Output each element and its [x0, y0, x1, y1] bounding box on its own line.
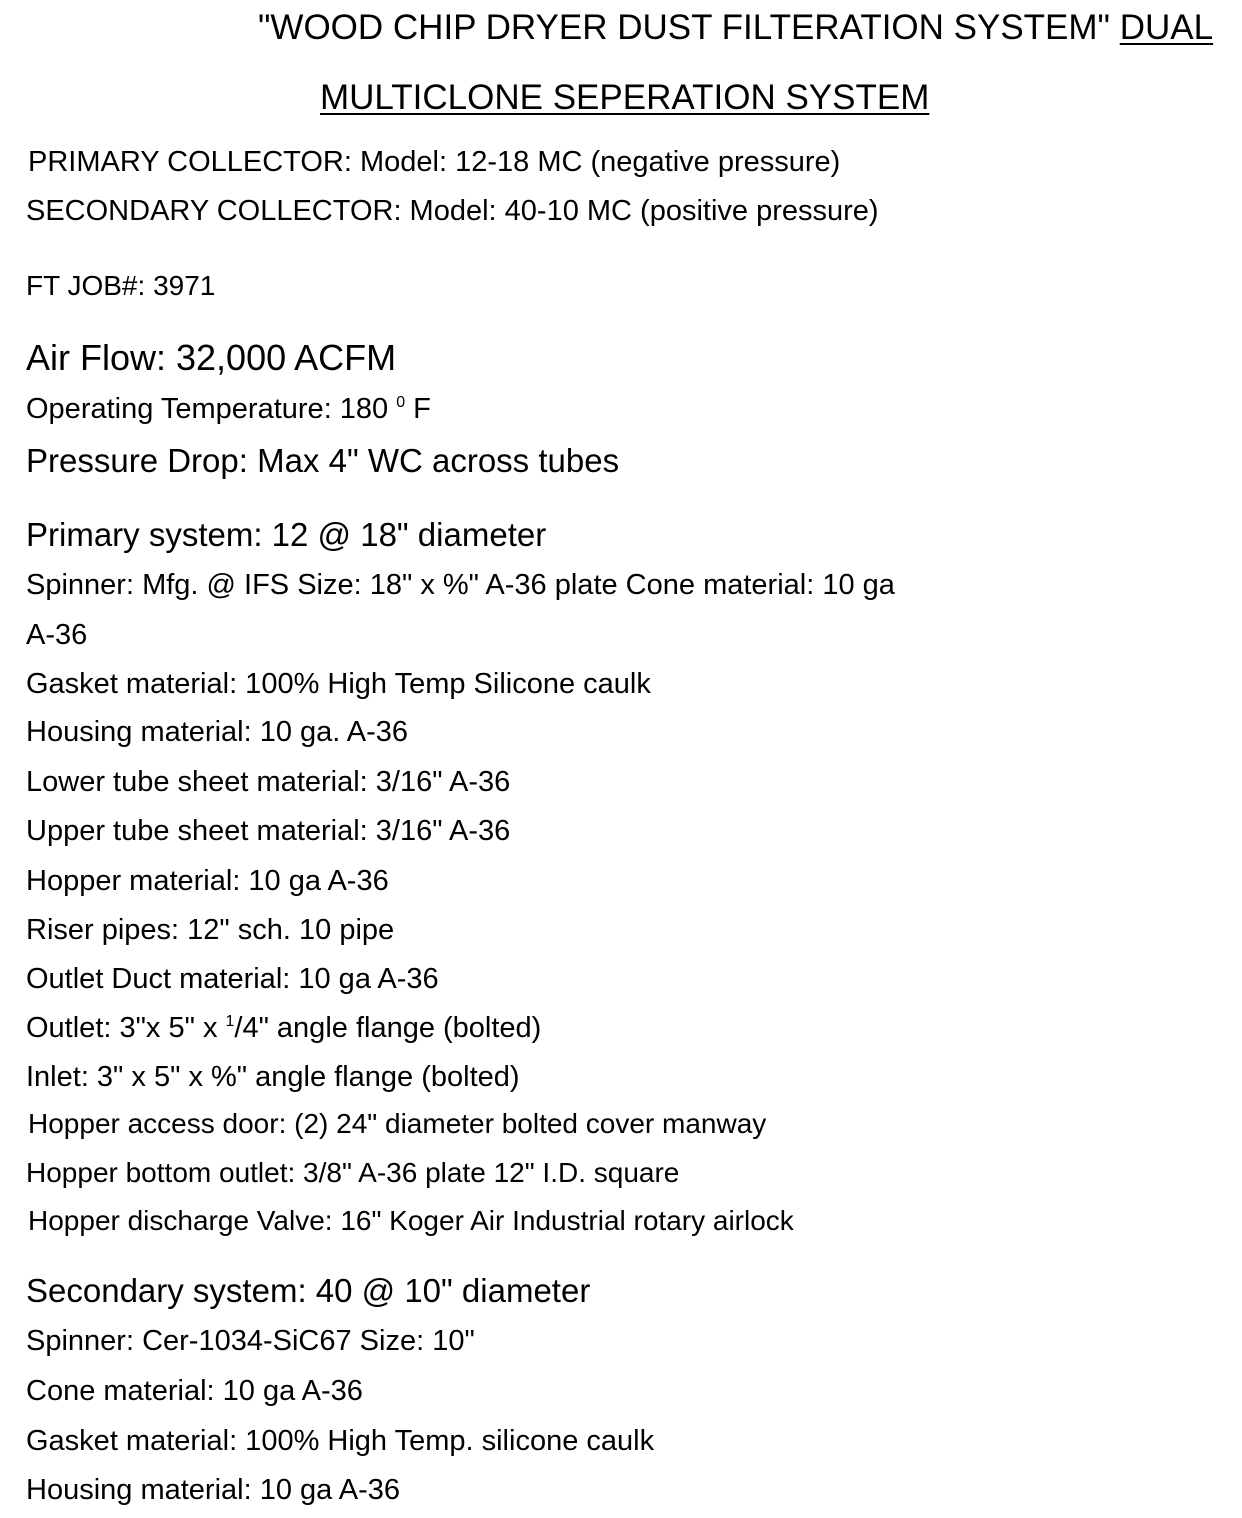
secondary-spinner: Spinner: Cer-1034-SiC67 Size: 10" [26, 1325, 475, 1357]
primary-riser-pipes: Riser pipes: 12" sch. 10 pipe [26, 914, 395, 946]
primary-spinner-line-1: Spinner: Mfg. @ IFS Size: 18" x %" A-36 plate Cone material: 10 ga [26, 569, 895, 601]
secondary-system-heading: Secondary system: 40 @ 10" diameter [26, 1272, 591, 1309]
outlet-prefix: Outlet: 3"x 5" x [26, 1012, 226, 1044]
title-text: "WOOD CHIP DRYER DUST FILTERATION SYSTEM" [258, 8, 1120, 47]
temp-prefix: Operating Temperature: 180 [26, 393, 397, 425]
primary-hopper-access-door: Hopper access door: (2) 24" diameter bolted cover manway [28, 1108, 767, 1139]
secondary-gasket: Gasket material: 100% High Temp. silicone caulk [26, 1425, 655, 1457]
job-number: FT JOB#: 3971 [26, 270, 216, 301]
outlet-fraction-numerator: 1 [225, 1012, 235, 1030]
title-line-2: MULTICLONE SEPERATION SYSTEM [320, 78, 930, 117]
pressure-drop: Pressure Drop: Max 4" WC across tubes [26, 442, 620, 479]
primary-housing: Housing material: 10 ga. A-36 [26, 716, 409, 748]
primary-outlet [26, 1014, 541, 1043]
operating-temperature [26, 395, 431, 424]
temp-degree: 0 [396, 393, 406, 411]
primary-upper-tube-sheet: Upper tube sheet material: 3/16" A-36 [26, 815, 511, 847]
primary-hopper-material: Hopper material: 10 ga A-36 [26, 865, 389, 897]
title-underlined-text: DUAL [1119, 8, 1214, 47]
primary-hopper-bottom-outlet: Hopper bottom outlet: 3/8" A-36 plate 12" I.D. square [26, 1157, 680, 1188]
outlet-suffix: /4" angle flange (bolted) [234, 1012, 542, 1044]
primary-inlet: Inlet: 3" x 5" x %" angle flange (bolted) [26, 1061, 520, 1093]
primary-lower-tube-sheet: Lower tube sheet material: 3/16" A-36 [26, 766, 511, 798]
primary-hopper-discharge-valve: Hopper discharge Valve: 16" Koger Air Industrial rotary airlock [28, 1205, 794, 1236]
primary-gasket: Gasket material: 100% High Temp Silicone caulk [26, 668, 651, 700]
secondary-cone-material: Cone material: 10 ga A-36 [26, 1375, 363, 1407]
air-flow: Air Flow: 32,000 ACFM [26, 337, 397, 378]
secondary-housing: Housing material: 10 ga A-36 [26, 1474, 400, 1506]
title-line-1 [258, 10, 1213, 45]
temp-suffix: F [405, 393, 431, 425]
primary-system-heading: Primary system: 12 @ 18" diameter [26, 516, 547, 553]
secondary-collector: SECONDARY COLLECTOR: Model: 40-10 MC (positive pressure) [26, 195, 879, 227]
primary-collector: PRIMARY COLLECTOR: Model: 12-18 MC (negative pressure) [28, 146, 841, 178]
primary-spinner-line-2: A-36 [26, 619, 88, 651]
primary-outlet-duct: Outlet Duct material: 10 ga A-36 [26, 963, 439, 995]
